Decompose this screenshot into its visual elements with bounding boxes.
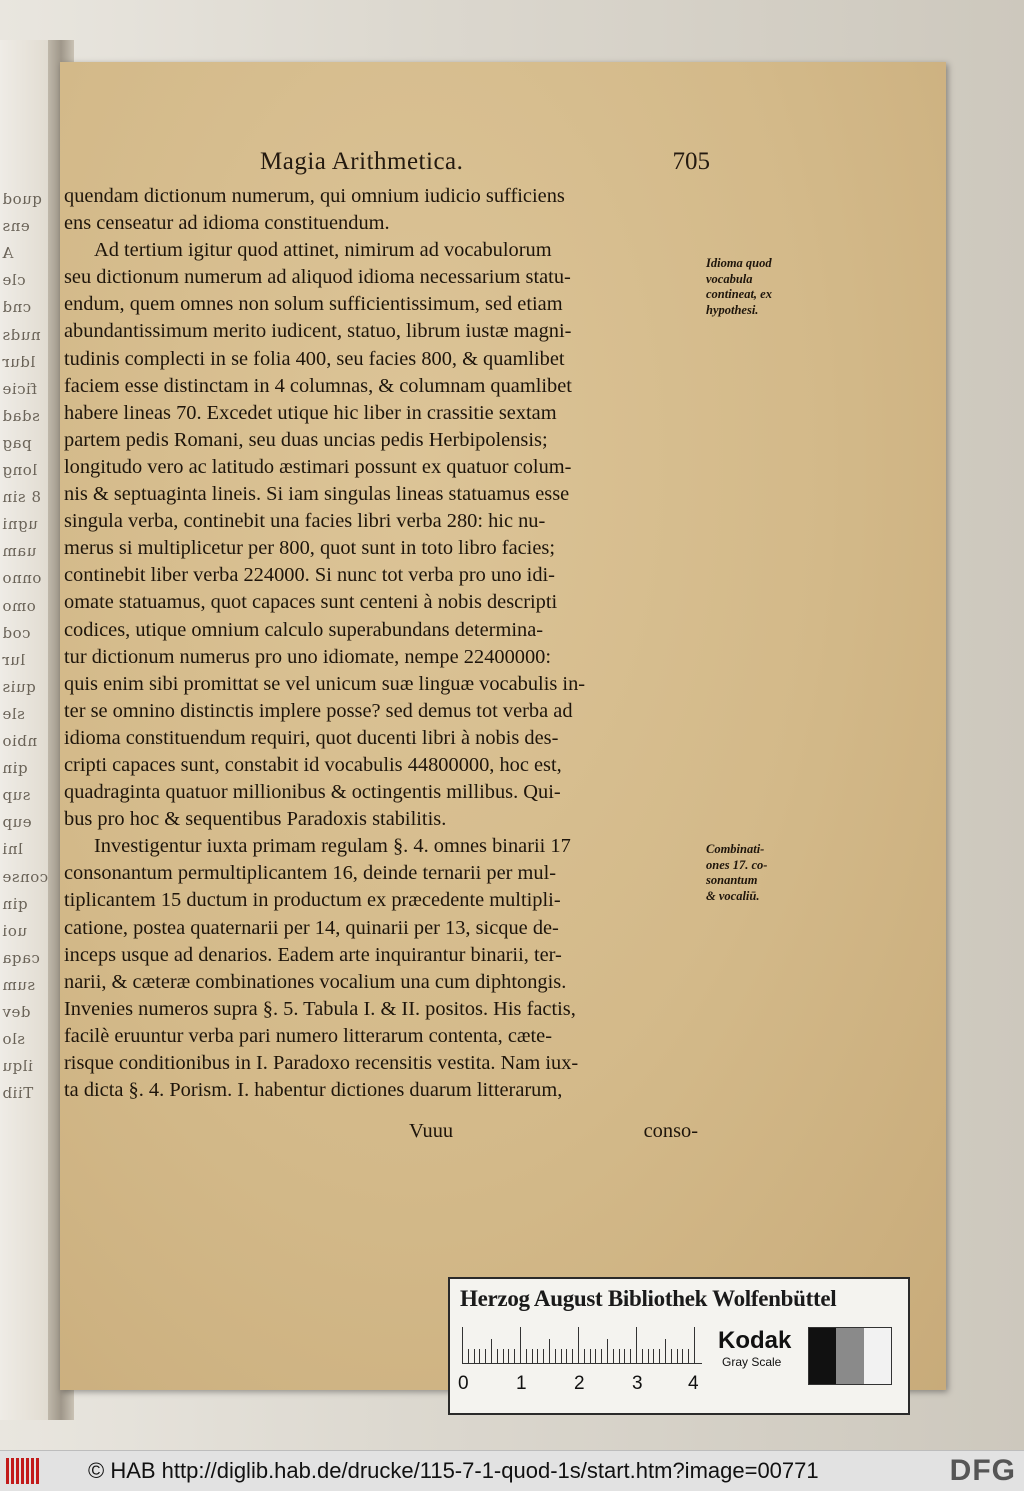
- margin-note-line: vocabula: [706, 271, 753, 286]
- left-page-fragment: uoi: [2, 921, 27, 940]
- margin-note-line: Combinati-: [706, 842, 765, 856]
- ruler-tick: [613, 1349, 614, 1363]
- text-line: habere lineas 70. Excedet utique hic liber in crassitie sextam: [64, 401, 557, 424]
- ruler-tick: [653, 1349, 654, 1363]
- left-page-fragment: lur: [2, 650, 26, 669]
- text-line: tudinis complecti in se folia 400, seu facies 800, & quamlibet: [64, 347, 565, 370]
- left-page-fragment: long: [2, 461, 38, 479]
- kodak-brand: Kodak: [718, 1327, 792, 1354]
- left-page-fragment: sdad: [2, 406, 40, 425]
- left-page-fragment: 8 sin: [2, 488, 41, 507]
- gray-swatch: [836, 1328, 863, 1384]
- ruler-tick: [671, 1349, 672, 1363]
- left-page-fragment: pag: [2, 433, 32, 452]
- copyright-url: © HAB http://diglib.hab.de/drucke/115-7-1-quod-1s/start.htm?image=00771: [88, 1458, 819, 1483]
- left-page-fragment: sle: [2, 704, 25, 723]
- text-line: narii, & cæteræ combinationes vocalium una cum diphtongis.: [64, 970, 567, 993]
- left-page-fragment: lni: [2, 840, 23, 859]
- left-page-fragment: nuds: [2, 325, 41, 344]
- ruler-tick: [572, 1349, 573, 1363]
- ruler-tick: [688, 1349, 689, 1363]
- ruler-tick: [677, 1349, 678, 1363]
- left-page-fragment: sum: [2, 975, 36, 994]
- ruler-tick: [561, 1349, 562, 1363]
- ruler-tick: [578, 1327, 579, 1363]
- text-line: ta dicta §. 4. Porism. I. habentur dictiones duarum litterarum,: [64, 1079, 563, 1102]
- left-page-fragment: Tiib: [2, 1084, 34, 1103]
- page-header: [260, 148, 710, 182]
- text-line: tiplicantem 15 ductum in productum ex præcedente multipli-: [64, 889, 561, 912]
- ruler-tick: [642, 1349, 643, 1363]
- gray-swatch: [864, 1328, 891, 1384]
- margin-note-line: sonantum: [706, 873, 758, 887]
- ruler-tick: [503, 1349, 504, 1363]
- dfg-logo: DFG: [949, 1454, 1016, 1487]
- left-page-fragment: ilqu: [2, 1057, 33, 1076]
- logo-bar: [6, 1458, 9, 1484]
- ruler-tick: [520, 1327, 521, 1363]
- ruler: [462, 1327, 702, 1364]
- left-page-fragment: ens: [2, 217, 30, 236]
- catchword: conso-: [643, 1120, 698, 1142]
- ruler-tick: [462, 1327, 463, 1363]
- left-page-fragment: uam: [2, 542, 37, 561]
- margin-note-idioma: [706, 256, 806, 318]
- gray-scale-label: Gray Scale: [722, 1355, 782, 1369]
- ruler-tick: [508, 1349, 509, 1363]
- left-page-fragment: cod: [2, 623, 31, 642]
- logo-bar: [11, 1458, 14, 1484]
- ruler-tick: [543, 1349, 544, 1363]
- running-title: Magia Arithmetica.: [260, 148, 464, 175]
- left-page-fragment: ldur: [2, 352, 36, 371]
- logo-bar: [21, 1458, 24, 1484]
- text-line: seu dictionum numerum ad aliquod idioma necessarium statu-: [64, 266, 571, 289]
- ruler-tick: [549, 1339, 550, 1363]
- ruler-tick: [532, 1349, 533, 1363]
- text-line: partem pedis Romani, seu duas uncias pedis Herbipolensis;: [64, 428, 548, 451]
- text-line: faciem esse distinctam in 4 columnas, & columnam quamlibet: [64, 374, 572, 397]
- margin-note-line: contineat, ex: [706, 287, 772, 301]
- ruler-tick: [479, 1349, 480, 1363]
- left-page-fragment: slo: [2, 1030, 26, 1049]
- text-line: continebit liber verba 224000. Si nunc tot verba pro uno idi-: [64, 564, 555, 587]
- logo-bar: [26, 1458, 29, 1484]
- text-line: Ad tertium igitur quod attinet, nimirum ad vocabulorum: [94, 239, 552, 262]
- ruler-tick: [682, 1349, 683, 1363]
- text-line: codices, utique omnium calculo superabundans determina-: [64, 618, 544, 641]
- ruler-tick: [497, 1349, 498, 1363]
- ruler-tick: [590, 1349, 591, 1363]
- ruler-tick: [555, 1349, 556, 1363]
- text-line: bus pro hoc & sequentibus Paradoxis stabilitis.: [64, 808, 447, 831]
- ruler-tick: [474, 1349, 475, 1363]
- text-line: nis & septuaginta lineis. Si iam singulas lineas statuamus esse: [64, 483, 570, 506]
- text-line: singula verba, continebit una facies libri verba 280: hic nu-: [64, 510, 546, 533]
- text-line: cripti capaces sunt, constabit id vocabulis 44800000, hoc est,: [64, 753, 562, 776]
- left-page-fragment: conse: [2, 867, 49, 886]
- catchwords-line: [64, 1120, 704, 1148]
- ruler-number: 0: [458, 1373, 469, 1394]
- logo-bar: [36, 1458, 39, 1484]
- ruler-number: 2: [574, 1373, 585, 1394]
- ruler-number: 3: [632, 1373, 643, 1394]
- ruler-tick: [619, 1349, 620, 1363]
- left-page-fragment: caqa: [2, 948, 40, 967]
- text-line: abundantissimum merito iudicent, statuo, librum iustæ magni-: [64, 320, 572, 343]
- left-page-fragment: sup: [2, 786, 31, 805]
- ruler-tick: [491, 1339, 492, 1363]
- ruler-tick: [607, 1339, 608, 1363]
- ruler-tick: [566, 1349, 567, 1363]
- text-line: ter se omnino distinctis implere posse? sed demus tot verba ad: [64, 699, 573, 722]
- body-text: [64, 183, 704, 1104]
- margin-note-line: hypothesi.: [706, 302, 759, 317]
- left-page-fragment: ficie: [2, 379, 37, 398]
- ruler-tick: [636, 1327, 637, 1363]
- ruler-tick: [601, 1349, 602, 1363]
- ruler-tick: [630, 1349, 631, 1363]
- ruler-tick: [665, 1339, 666, 1363]
- text-line: endum, quem omnes non solum sufficientissimum, sed etiam: [64, 293, 563, 316]
- ruler-tick: [624, 1349, 625, 1363]
- ruler-tick: [526, 1349, 527, 1363]
- text-line: inceps usque ad denarios. Eadem arte inquirantur binarii, ter-: [64, 943, 562, 966]
- text-line: Investigentur iuxta primam regulam §. 4. omnes binarii 17: [94, 835, 571, 858]
- ruler-tick: [659, 1349, 660, 1363]
- margin-note-line: ones 17. co-: [706, 857, 768, 872]
- text-line: catione, postea quaternarii per 14, quinarii per 13, sicque de-: [64, 916, 559, 939]
- gray-swatch: [809, 1328, 836, 1384]
- left-page-fragment: omo: [2, 596, 36, 615]
- left-page-fragment: cnd: [2, 298, 32, 317]
- library-name: Herzog August Bibliothek Wolfenbüttel: [460, 1286, 837, 1311]
- text-line: facilè eruuntur verba pari numero litterarum contenta, cæte-: [64, 1024, 553, 1047]
- text-line: quendam dictionum numerum, qui omnium iudicio sufficiens: [64, 185, 565, 207]
- text-line: merus si multiplicetur per 800, quot sunt in toto libro facies;: [64, 537, 555, 560]
- ruler-number: 4: [688, 1373, 699, 1394]
- left-page-fragment: nbio: [2, 732, 38, 750]
- ruler-number: 1: [516, 1373, 527, 1394]
- page-number: 705: [672, 148, 710, 175]
- ruler-tick: [694, 1327, 695, 1363]
- text-line: omate statuamus, quot capaces sunt centeni à nobis descripti: [64, 591, 558, 614]
- text-line: idioma constituendum requiri, quot ducenti libri à nobis des-: [64, 726, 559, 749]
- left-page-fragment: qin: [2, 759, 28, 778]
- ruler-tick: [514, 1349, 515, 1363]
- ruler-tick: [584, 1349, 585, 1363]
- logo-bar: [16, 1458, 19, 1484]
- text-line: longitudo vero ac latitudo æstimari possunt ex quatuor colum-: [64, 455, 572, 478]
- footer-bar: [0, 1450, 1024, 1491]
- left-page-fragment: quod: [2, 190, 42, 208]
- signature-mark: Vuuu: [409, 1120, 454, 1142]
- left-page-fragment: A: [2, 244, 14, 263]
- logo-bar: [31, 1458, 34, 1484]
- ruler-tick: [537, 1349, 538, 1363]
- left-page-fragment: eup: [2, 813, 32, 832]
- text-line: risque conditionibus in I. Paradoxo recensitis vestita. Nam iux-: [64, 1052, 579, 1074]
- left-page-fragment: cle: [2, 271, 26, 290]
- left-page-fragment: onno: [2, 569, 42, 588]
- ruler-tick: [648, 1349, 649, 1363]
- ruler-tick: [468, 1349, 469, 1363]
- color-scale-card: [448, 1277, 910, 1415]
- margin-note-line: Idioma quod: [706, 256, 772, 270]
- text-line: ens censeatur ad idioma constituendum.: [64, 212, 390, 235]
- text-line: consonantum permultiplicantem 16, deinde ternarii per mul-: [64, 862, 557, 885]
- gray-swatches: [808, 1327, 892, 1385]
- text-line: Invenies numeros supra §. 5. Tabula I. & II. positos. His factis,: [64, 997, 576, 1020]
- left-page-fragment: dev: [2, 1003, 31, 1021]
- hab-logo-icon: [6, 1458, 46, 1484]
- left-page-fragment: quis: [2, 677, 36, 696]
- margin-note-combinationes: [706, 842, 806, 904]
- left-page-fragment: qin: [2, 894, 28, 913]
- text-line: quis enim sibi promittat se vel unicum suæ linguæ vocabulis in-: [64, 672, 586, 695]
- ruler-tick: [595, 1349, 596, 1363]
- text-line: quadraginta quatuor millionibus & octingentis millibus. Qui-: [64, 781, 561, 804]
- text-line: tur dictionum numerus pro uno idiomate, nempe 22400000:: [64, 645, 552, 668]
- left-page-fragment: ugni: [2, 515, 38, 534]
- ruler-tick: [485, 1349, 486, 1363]
- margin-note-line: & vocaliū.: [706, 888, 760, 903]
